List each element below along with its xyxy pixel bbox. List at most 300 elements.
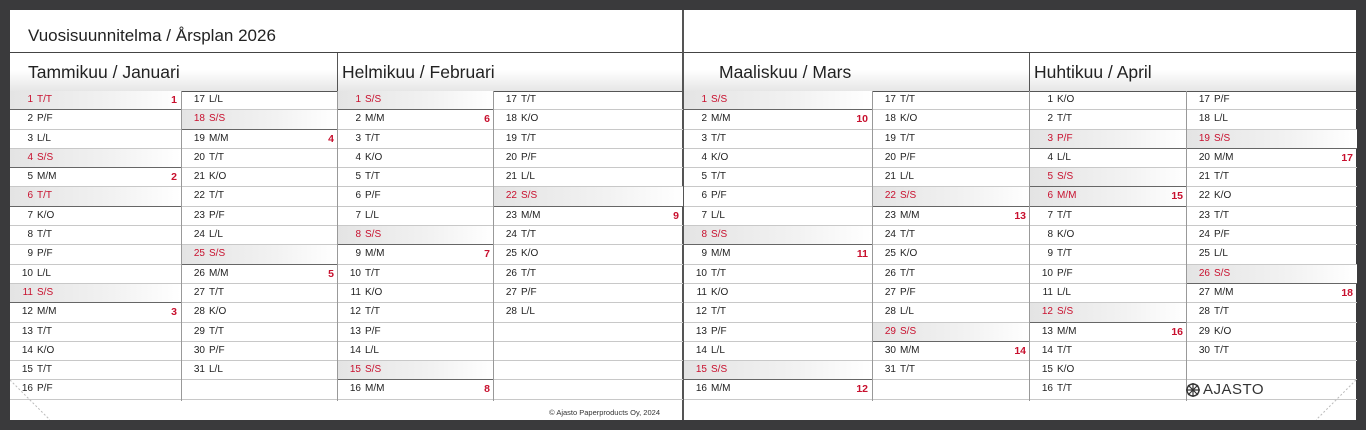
day-number: 19 [505, 132, 517, 144]
weekday: P/F [1057, 267, 1073, 279]
corner-fold-icon [10, 380, 50, 420]
day-number: 15 [21, 364, 33, 376]
weekday: T/T [209, 190, 224, 202]
weekday: L/L [521, 171, 535, 183]
day-row [684, 284, 872, 303]
weekday: L/L [900, 306, 914, 318]
weekday: S/S [711, 94, 728, 105]
weekday: P/F [209, 209, 225, 221]
weekday: S/S [711, 364, 728, 376]
week-number: 11 [856, 248, 868, 261]
day-row [494, 168, 683, 187]
weekday: T/T [711, 306, 726, 318]
copyright: © Ajasto Paperproducts Oy, 2024 [549, 408, 660, 417]
day-number: 25 [193, 248, 205, 260]
weekday: L/L [1057, 151, 1071, 163]
day-row [182, 265, 338, 284]
day-number: 15 [1041, 364, 1053, 376]
weekday: L/L [711, 344, 725, 356]
weekday: T/T [37, 94, 52, 105]
month-header-right [684, 52, 1356, 92]
day-row [1187, 110, 1357, 129]
day-row [494, 149, 683, 168]
day-number: 9 [701, 248, 707, 260]
weekday: K/O [1057, 229, 1075, 241]
corner-fold-icon [1316, 380, 1356, 420]
weekday: M/M [900, 344, 920, 356]
day-row [684, 380, 872, 399]
day-number: 13 [349, 325, 361, 337]
weekday: S/S [900, 190, 917, 202]
day-number: 2 [701, 113, 707, 125]
day-number: 9 [27, 248, 33, 260]
weekday: S/S [900, 325, 917, 337]
day-number: 31 [193, 364, 205, 376]
week-number: 3 [171, 306, 177, 319]
week-number: 2 [171, 171, 177, 184]
day-row [10, 265, 181, 284]
week-number: 12 [856, 383, 868, 396]
weekday: T/T [209, 286, 224, 298]
day-number: 8 [27, 229, 33, 241]
weekday: T/T [365, 267, 380, 279]
day-number: 17 [505, 94, 517, 105]
day-row [1030, 226, 1187, 245]
day-row [494, 284, 683, 303]
day-row [1187, 265, 1357, 284]
weekday: L/L [1214, 113, 1228, 125]
day-number: 2 [27, 113, 33, 125]
day-row [684, 361, 872, 380]
day-number: 27 [505, 286, 517, 298]
weekday: T/T [209, 325, 224, 337]
weekday: K/O [37, 209, 55, 221]
day-row [338, 187, 494, 206]
week-number: 6 [484, 113, 490, 126]
day-row [873, 187, 1030, 206]
day-number: 5 [355, 171, 361, 183]
day-number: 14 [1041, 344, 1053, 356]
month-january: Tammikuu / Januari [28, 62, 180, 82]
weekday: T/T [521, 229, 536, 241]
weekday: M/M [1214, 286, 1234, 298]
day-number: 27 [193, 286, 205, 298]
day-row [10, 110, 181, 129]
day-row [1030, 245, 1187, 264]
day-number: 31 [884, 364, 896, 376]
weekday: S/S [37, 286, 54, 298]
weekday: T/T [1214, 344, 1229, 356]
day-number: 7 [1047, 209, 1053, 221]
day-number: 7 [27, 209, 33, 221]
day-row [494, 187, 683, 206]
day-number: 21 [193, 171, 205, 183]
weekday: T/T [1057, 383, 1072, 395]
day-number: 1 [701, 94, 707, 105]
day-number: 3 [701, 132, 707, 144]
week-number: 10 [856, 113, 868, 126]
day-number: 24 [505, 229, 517, 241]
day-row [338, 342, 494, 361]
weekday: T/T [37, 229, 52, 241]
day-number: 19 [193, 132, 205, 144]
day-row [684, 110, 872, 129]
weekday: S/S [521, 190, 538, 202]
day-number: 12 [349, 306, 361, 318]
day-row [182, 207, 338, 226]
weekday: S/S [365, 364, 382, 376]
day-row [338, 110, 494, 129]
week-number: 18 [1341, 286, 1353, 299]
day-row [338, 361, 494, 380]
weekday: P/F [209, 344, 225, 356]
month-march: Maaliskuu / Mars [719, 62, 852, 82]
day-row [1187, 226, 1357, 245]
col-apr-b [1186, 91, 1357, 401]
day-row [684, 323, 872, 342]
weekday: K/O [900, 113, 918, 125]
weekday: T/T [900, 94, 915, 105]
day-row [338, 245, 494, 264]
day-row [1187, 149, 1357, 168]
month-header-left [10, 52, 682, 92]
weekday: L/L [1214, 248, 1228, 260]
day-row [684, 91, 872, 110]
day-number: 20 [193, 151, 205, 163]
weekday: S/S [365, 94, 382, 105]
day-row [10, 226, 181, 245]
weekday: T/T [900, 267, 915, 279]
day-number: 22 [1198, 190, 1210, 202]
ajasto-logo [1185, 381, 1264, 398]
day-number: 5 [1047, 171, 1053, 183]
day-number: 20 [884, 151, 896, 163]
day-number: 15 [349, 364, 361, 376]
day-number: 2 [355, 113, 361, 125]
day-row [10, 323, 181, 342]
day-row [1187, 323, 1357, 342]
weekday: P/F [365, 190, 381, 202]
day-row [10, 187, 181, 206]
weekday: T/T [37, 190, 52, 202]
day-row [684, 207, 872, 226]
weekday: K/O [365, 286, 383, 298]
day-number: 6 [355, 190, 361, 202]
day-row [182, 110, 338, 129]
day-number: 14 [349, 344, 361, 356]
month-february: Helmikuu / Februari [337, 53, 682, 91]
week-number: 15 [1171, 190, 1183, 203]
weekday: P/F [365, 325, 381, 337]
day-row [684, 149, 872, 168]
day-number: 22 [884, 190, 896, 202]
day-number: 12 [1041, 306, 1053, 318]
weekday: M/M [209, 132, 229, 144]
day-row [873, 342, 1030, 361]
day-number: 22 [505, 190, 517, 202]
col-mar-b [872, 91, 1030, 401]
day-number: 14 [695, 344, 707, 356]
day-number: 1 [27, 94, 33, 105]
week-number: 9 [673, 209, 679, 222]
weekday: T/T [521, 94, 536, 105]
weekday: K/O [1214, 190, 1232, 202]
day-number: 13 [695, 325, 707, 337]
day-row [338, 380, 494, 399]
weekday: T/T [209, 151, 224, 163]
day-row [873, 149, 1030, 168]
day-row [1187, 303, 1357, 322]
weekday: T/T [711, 267, 726, 279]
day-number: 25 [1198, 248, 1210, 260]
day-row [1030, 91, 1187, 110]
day-row [10, 361, 181, 380]
day-row [338, 91, 494, 110]
weekday: L/L [711, 209, 725, 221]
weekday: P/F [1057, 132, 1073, 144]
week-number: 14 [1014, 344, 1026, 357]
week-number: 17 [1341, 151, 1353, 164]
day-row [338, 323, 494, 342]
weekday: L/L [209, 94, 223, 105]
day-row [338, 284, 494, 303]
week-number: 4 [328, 132, 334, 145]
weekday: T/T [521, 132, 536, 144]
day-row [873, 226, 1030, 245]
day-number: 20 [1198, 151, 1210, 163]
logo-text: AJASTO [1203, 381, 1265, 398]
weekday: S/S [365, 229, 382, 241]
day-number: 26 [193, 267, 205, 279]
weekday: P/F [900, 151, 916, 163]
weekday: K/O [521, 113, 539, 125]
weekday: M/M [365, 383, 385, 395]
day-row [1030, 130, 1187, 149]
day-row [10, 168, 181, 187]
week-number: 7 [484, 248, 490, 261]
day-row [10, 284, 181, 303]
left-page [10, 10, 682, 420]
weekday: P/F [37, 248, 53, 260]
day-row [182, 187, 338, 206]
day-row [684, 342, 872, 361]
day-number: 15 [695, 364, 707, 376]
day-number: 25 [884, 248, 896, 260]
day-number: 20 [505, 151, 517, 163]
day-row [684, 168, 872, 187]
day-number: 3 [355, 132, 361, 144]
empty-row [1187, 361, 1357, 380]
day-row [338, 303, 494, 322]
day-row [1030, 303, 1187, 322]
empty-row [873, 380, 1030, 399]
day-row [1030, 361, 1187, 380]
week-number: 5 [328, 267, 334, 280]
weekday: M/M [365, 248, 385, 260]
day-number: 16 [349, 383, 361, 395]
day-number: 27 [884, 286, 896, 298]
weekday: K/O [37, 344, 55, 356]
day-number: 17 [1198, 94, 1210, 105]
col-apr-a [1029, 91, 1187, 401]
day-row [182, 303, 338, 322]
day-row [1030, 323, 1187, 342]
col-jan-a [10, 91, 181, 401]
day-number: 11 [1042, 286, 1053, 298]
weekday: M/M [711, 248, 731, 260]
weekday: P/F [521, 286, 537, 298]
day-number: 22 [193, 190, 205, 202]
day-row [10, 149, 181, 168]
day-number: 18 [505, 113, 517, 125]
day-number: 9 [355, 248, 361, 260]
day-row [494, 110, 683, 129]
day-row [10, 207, 181, 226]
day-row [873, 207, 1030, 226]
day-row [10, 245, 181, 264]
weekday: M/M [37, 306, 57, 318]
day-row [182, 342, 338, 361]
day-row [1187, 168, 1357, 187]
day-number: 14 [21, 344, 33, 356]
day-number: 23 [505, 209, 517, 221]
weekday: T/T [1057, 248, 1072, 260]
weekday: P/F [1214, 229, 1230, 241]
weekday: P/F [711, 325, 727, 337]
day-number: 6 [27, 190, 33, 202]
right-page [684, 10, 1356, 420]
weekday: T/T [900, 364, 915, 376]
weekday: L/L [365, 209, 379, 221]
weekday: S/S [1057, 171, 1074, 183]
weekday: S/S [37, 151, 54, 163]
day-number: 13 [21, 325, 33, 337]
day-number: 19 [1198, 132, 1210, 144]
day-row [873, 130, 1030, 149]
weekday: T/T [1057, 344, 1072, 356]
month-april: Huhtikuu / April [1029, 53, 1356, 91]
day-row [1030, 168, 1187, 187]
weekday: M/M [711, 113, 731, 125]
weekday: L/L [900, 171, 914, 183]
day-row [338, 207, 494, 226]
day-number: 3 [1047, 132, 1053, 144]
day-row [873, 303, 1030, 322]
weekday: P/F [900, 286, 916, 298]
day-number: 12 [695, 306, 707, 318]
day-number: 10 [1041, 267, 1053, 279]
weekday: M/M [900, 209, 920, 221]
col-jan-b [181, 91, 338, 401]
day-number: 4 [1047, 151, 1053, 163]
day-row [873, 110, 1030, 129]
day-number: 24 [193, 229, 205, 241]
day-number: 11 [350, 286, 361, 298]
weekday: L/L [1057, 286, 1071, 298]
weekday: M/M [1057, 190, 1077, 202]
weekday: L/L [209, 364, 223, 376]
day-row [873, 361, 1030, 380]
weekday: M/M [1057, 325, 1077, 337]
weekday: S/S [209, 248, 226, 260]
day-number: 7 [355, 209, 361, 221]
day-number: 1 [1047, 94, 1053, 105]
day-number: 26 [1198, 267, 1210, 279]
weekday: L/L [521, 306, 535, 318]
day-number: 25 [505, 248, 517, 260]
day-row [338, 265, 494, 284]
day-number: 28 [884, 306, 896, 318]
day-number: 23 [193, 209, 205, 221]
day-number: 10 [349, 267, 361, 279]
col-mar-a [684, 91, 872, 401]
day-row [684, 130, 872, 149]
weekday: L/L [365, 344, 379, 356]
day-row [1030, 187, 1187, 206]
weekday: K/O [209, 171, 227, 183]
day-row [684, 245, 872, 264]
day-row [494, 303, 683, 322]
day-row [1030, 207, 1187, 226]
day-row [684, 187, 872, 206]
day-row [873, 245, 1030, 264]
day-row [338, 130, 494, 149]
day-number: 24 [1198, 229, 1210, 241]
day-number: 12 [21, 306, 33, 318]
weekday: S/S [1214, 267, 1231, 279]
day-row [1030, 380, 1187, 399]
day-row [182, 130, 338, 149]
day-number: 16 [21, 383, 33, 395]
weekday: T/T [365, 171, 380, 183]
day-number: 21 [505, 171, 517, 183]
day-row [494, 207, 683, 226]
day-number: 5 [27, 171, 33, 183]
weekday: K/O [900, 248, 918, 260]
day-row [873, 91, 1030, 110]
day-number: 7 [701, 209, 707, 221]
day-number: 26 [884, 267, 896, 279]
day-row [182, 168, 338, 187]
day-number: 4 [355, 151, 361, 163]
day-row [1030, 342, 1187, 361]
weekday: T/T [521, 267, 536, 279]
day-number: 8 [1047, 229, 1053, 241]
day-row [494, 265, 683, 284]
day-row [182, 245, 338, 264]
weekday: K/O [1214, 325, 1232, 337]
day-row [182, 149, 338, 168]
day-number: 11 [696, 286, 707, 298]
weekday: T/T [1057, 113, 1072, 125]
day-number: 6 [1047, 190, 1053, 202]
day-number: 10 [695, 267, 707, 279]
weekday: P/F [1214, 94, 1230, 105]
weekday: K/O [209, 306, 227, 318]
day-row [873, 168, 1030, 187]
weekday: S/S [209, 113, 226, 125]
day-number: 11 [22, 286, 33, 298]
day-row [182, 226, 338, 245]
week-number: 1 [171, 94, 177, 106]
weekday: T/T [900, 229, 915, 241]
weekday: T/T [365, 132, 380, 144]
weekday: T/T [37, 364, 52, 376]
weekday: K/O [365, 151, 383, 163]
day-row [1030, 110, 1187, 129]
weekday: P/F [37, 113, 53, 125]
weekday: K/O [711, 151, 729, 163]
